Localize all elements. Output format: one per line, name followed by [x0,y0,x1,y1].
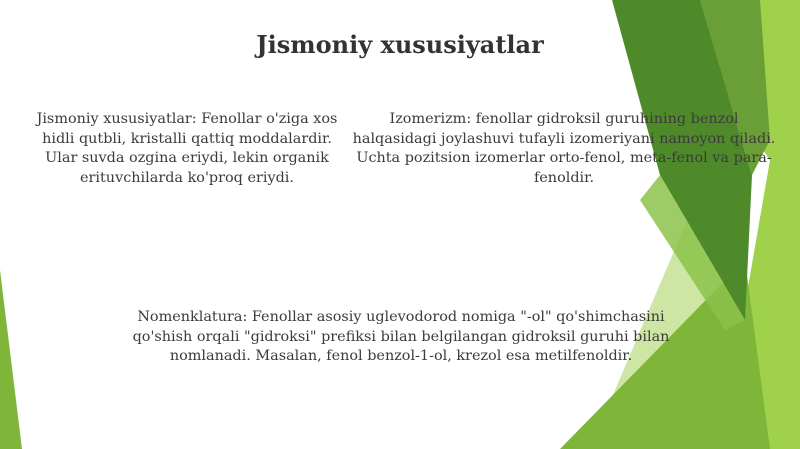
left-green-sliver [0,270,22,449]
isomerism-text: Izomerizm: fenollar gidroksil guruhining benzol halqasidagi joylashuvi tufayli izomeriyani namoyon qiladi. Uchta pozitsion izomerlar orto-fenol, meta-fenol va para-fenoldir. [352,111,776,186]
slide-title: Jismoniy xususiyatlar [256,30,544,59]
physical-properties-text: Jismoniy xususiyatlar: Fenollar o'ziga xos hidli qutbli, kristalli qattiq moddalardir. Ular suvda ozgina eriydi, lekin organik erituvchilarda ko'proq eriydi. [36,111,338,186]
nomenclature-text: Nomenklatura: Fenollar asosiy uglevodorod nomiga "-ol" qo'shimchasini qo'shish orqali "gidroksi" prefiksi bilan belgilangan gidroksil guruhi bilan nomlanadi. Masalan, fenol benzol-1-ol, krezol esa metilfenoldir. [132,309,670,365]
